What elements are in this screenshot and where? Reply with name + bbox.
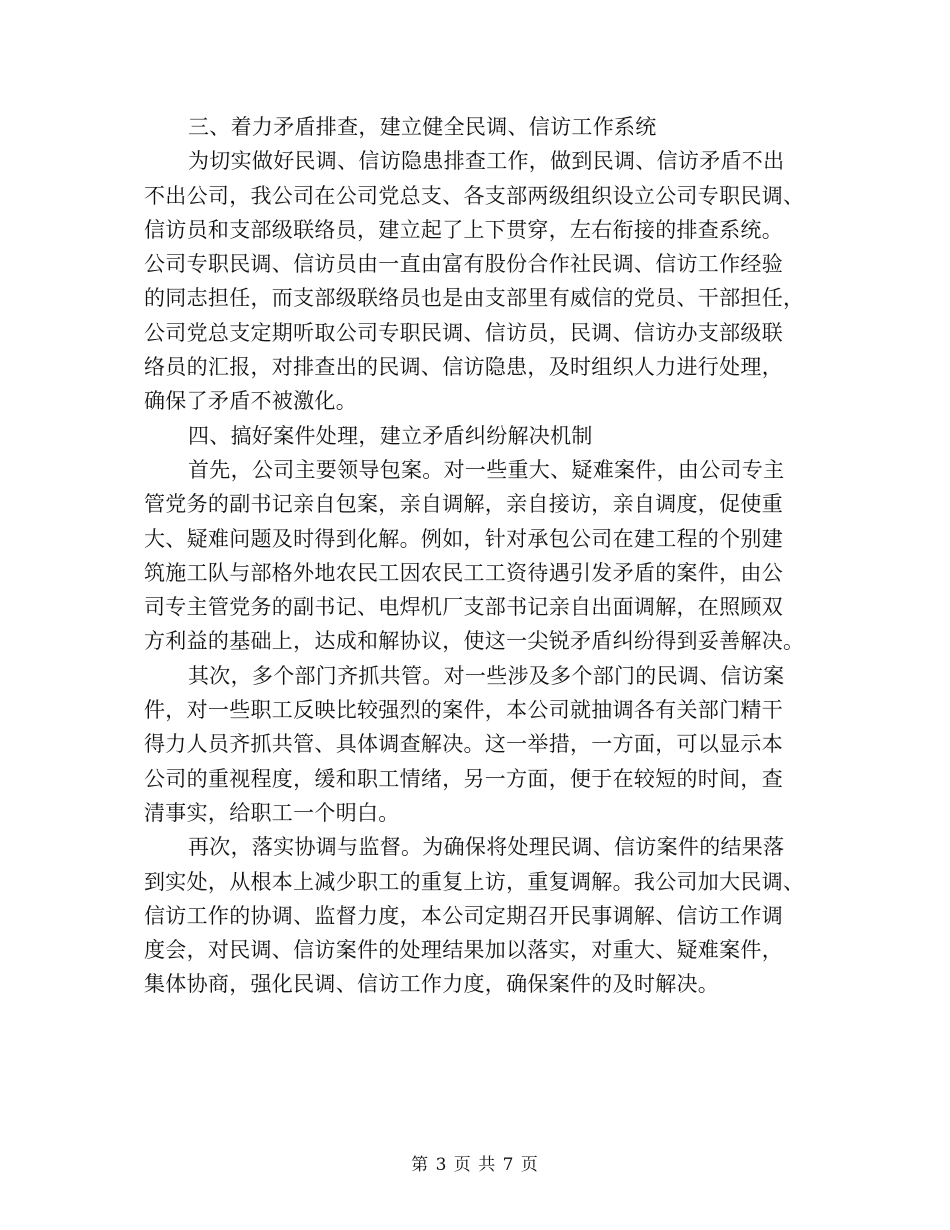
text-line: 三、着力矛盾排查，建立健全民调、信访工作系统: [188, 115, 657, 139]
text-line: 清事实，给职工一个明白。: [144, 800, 400, 825]
page-number: 第 3 页 共 7 页: [411, 1155, 539, 1175]
text-line: 到实处，从根本上减少职工的重复上访，重复调解。我公司加大民调、: [144, 869, 805, 894]
text-line: 方利益的基础上，达成和解协议，使这一尖锐矛盾纠纷得到妥善解决。: [144, 629, 805, 654]
text-line: 大、疑难问题及时得到化解。例如，针对承包公司在建工程的个别建: [144, 526, 783, 551]
text-line: 信访工作的协调、监督力度，本公司定期召开民事调解、信访工作调: [144, 903, 783, 928]
text-line: 不出公司，我公司在公司党总支、各支部两级组织设立公司专职民调、: [144, 183, 805, 208]
text-line: 确保了矛盾不被激化。: [144, 389, 357, 414]
text-line: 集体协商，强化民调、信访工作力度，确保案件的及时解决。: [144, 972, 720, 997]
text-line: 度会，对民调、信访案件的处理结果加以落实，对重大、疑难案件，: [144, 938, 783, 963]
text-line: 为切实做好民调、信访隐患排查工作，做到民调、信访矛盾不出: [188, 149, 785, 174]
text-line: 得力人员齐抓共管、具体调查解决。这一举措，一方面，可以显示本: [144, 732, 783, 757]
text-line: 首先，公司主要领导包案。对一些重大、疑难案件，由公司专主: [188, 457, 785, 482]
text-line: 信访员和支部级联络员，建立起了上下贯穿，左右衔接的排查系统。: [144, 217, 783, 242]
text-line: 管党务的副书记亲自包案，亲自调解，亲自接访，亲自调度，促使重: [144, 492, 783, 517]
text-line: 件，对一些职工反映比较强烈的案件，本公司就抽调各有关部门精干: [144, 698, 783, 723]
text-line: 的同志担任，而支部级联络员也是由支部里有威信的党员、干部担任，: [144, 286, 805, 311]
text-line: 公司专职民调、信访员由一直由富有股份合作社民调、信访工作经验: [144, 252, 783, 277]
text-line: 公司的重视程度，缓和职工情绪，另一方面，便于在较短的时间，查: [144, 766, 783, 791]
text-line: 再次，落实协调与监督。为确保将处理民调、信访案件的结果落: [188, 835, 785, 860]
text-line: 络员的汇报，对排查出的民调、信访隐患，及时组织人力进行处理，: [144, 355, 783, 380]
document-body: [144, 110, 808, 1002]
text-line: 筑施工队与部格外地农民工因农民工工资待遇引发矛盾的案件，由公: [144, 560, 783, 585]
text-line: 公司党总支定期听取公司专职民调、信访员，民调、信访办支部级联: [144, 320, 783, 345]
text-line: 四、搞好案件处理，建立矛盾纠纷解决机制: [188, 423, 593, 448]
text-line: 司专主管党务的副书记、电焊机厂支部书记亲自出面调解，在照顾双: [144, 595, 783, 620]
text-line: 其次，多个部门齐抓共管。对一些涉及多个部门的民调、信访案: [188, 663, 785, 688]
